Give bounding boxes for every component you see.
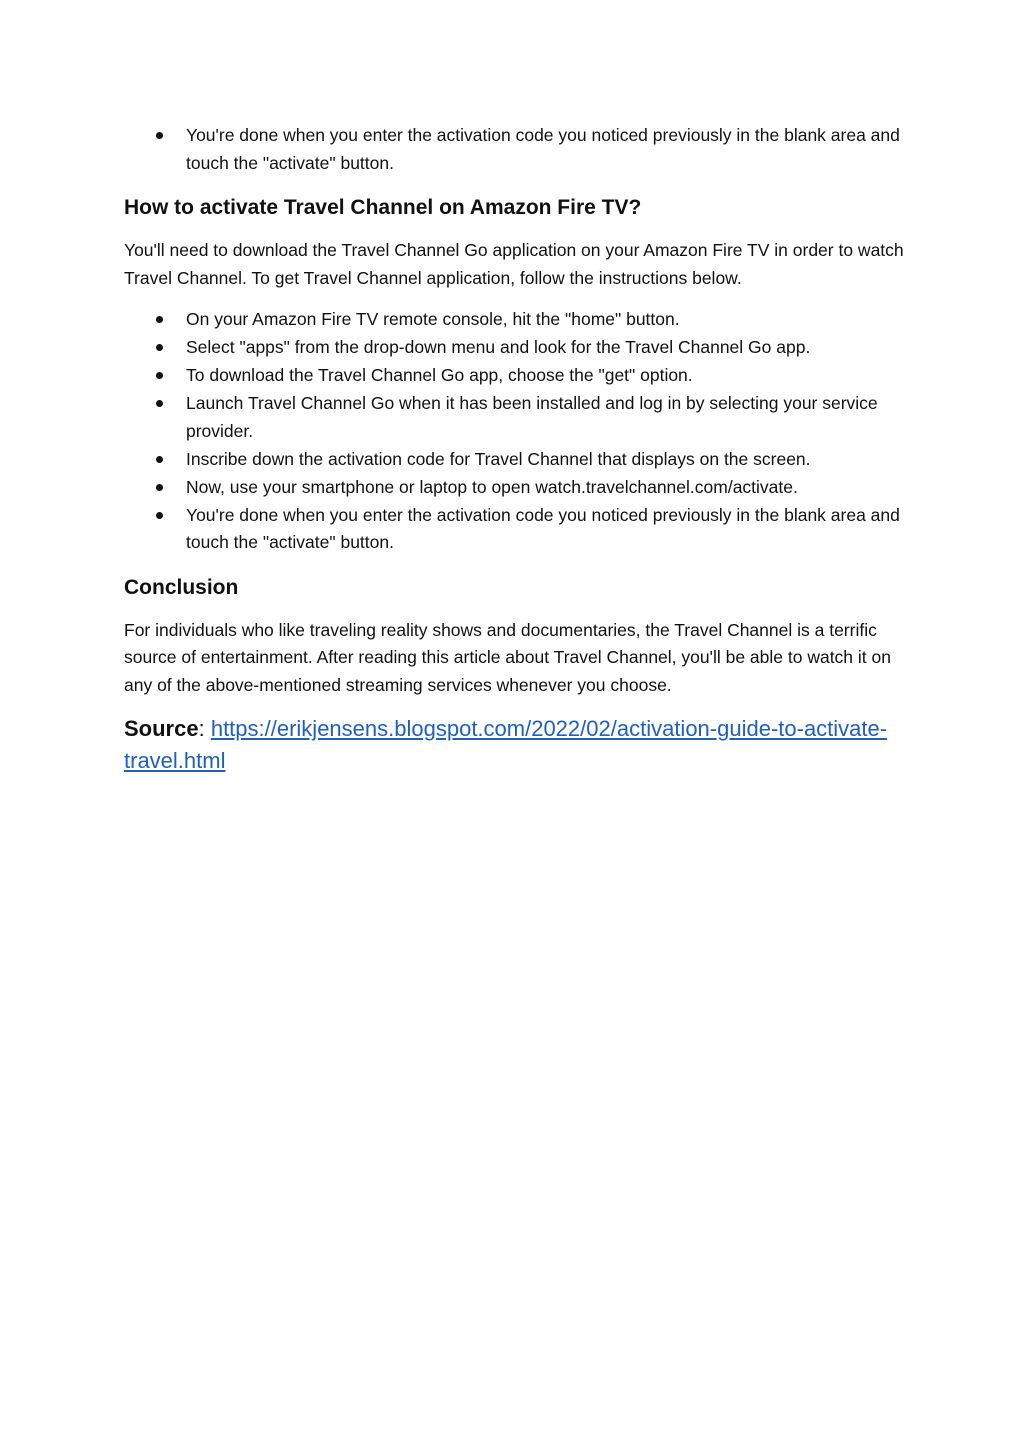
- bullet-icon: [156, 372, 163, 379]
- list-item: [124, 446, 904, 474]
- list-item-text: Launch Travel Channel Go when it has been installed and log in by selecting your service provider.: [186, 393, 878, 441]
- list-item: [124, 122, 904, 177]
- bullet-icon: [156, 400, 163, 407]
- bullet-icon: [156, 484, 163, 491]
- source-label: Source: [124, 716, 199, 741]
- section-heading-conclusion: Conclusion: [124, 575, 239, 599]
- list-item-text: To download the Travel Channel Go app, choose the "get" option.: [186, 365, 693, 385]
- list-item-text: You're done when you enter the activation code you noticed previously in the blank area and touch the "activate" button.: [186, 504, 900, 552]
- bullet-icon: [156, 344, 163, 351]
- document-page: [124, 122, 904, 777]
- list-item: [124, 474, 904, 502]
- bullet-icon: [156, 456, 163, 463]
- amazon-steps-list: [124, 306, 904, 557]
- conclusion-text: For individuals who like traveling reality shows and documentaries, the Travel Channel is a terrific source of entertainment. After reading this article about Travel Channel, you'll be able to watch it on any of the above-mentioned streaming services whenever you choose.: [124, 619, 891, 695]
- list-item-text: You're done when you enter the activation code you noticed previously in the blank area and touch the "activate" button.: [186, 125, 900, 173]
- bullet-icon: [156, 316, 163, 323]
- list-item-text: On your Amazon Fire TV remote console, hit the "home" button.: [186, 309, 680, 329]
- list-item-text: Inscribe down the activation code for Travel Channel that displays on the screen.: [186, 448, 811, 469]
- list-item: [124, 390, 904, 445]
- list-item-text: Now, use your smartphone or laptop to open watch.travelchannel.com/activate.: [186, 476, 798, 497]
- top-bullet-list: [124, 122, 904, 177]
- source-link[interactable]: https://erikjensens.blogspot.com/2022/02/activation-guide-to-activate-travel.html: [124, 716, 888, 773]
- list-item-text: Select "apps" from the drop-down menu and look for the Travel Channel Go app.: [186, 337, 811, 357]
- list-item: [124, 306, 904, 334]
- source-line: [124, 713, 904, 777]
- bullet-icon: [156, 512, 163, 519]
- list-item: [124, 362, 904, 390]
- bullet-icon: [156, 132, 163, 139]
- section-heading-amazon: How to activate Travel Channel on Amazon Fire TV?: [124, 196, 642, 219]
- list-item: [124, 334, 904, 362]
- list-item: [124, 502, 904, 557]
- source-separator: :: [198, 716, 211, 741]
- section-intro-amazon: You'll need to download the Travel Channel Go application on your Amazon Fire TV in order to watch Travel Channel. To get Travel Channel application, follow the instructions below.: [124, 240, 904, 288]
